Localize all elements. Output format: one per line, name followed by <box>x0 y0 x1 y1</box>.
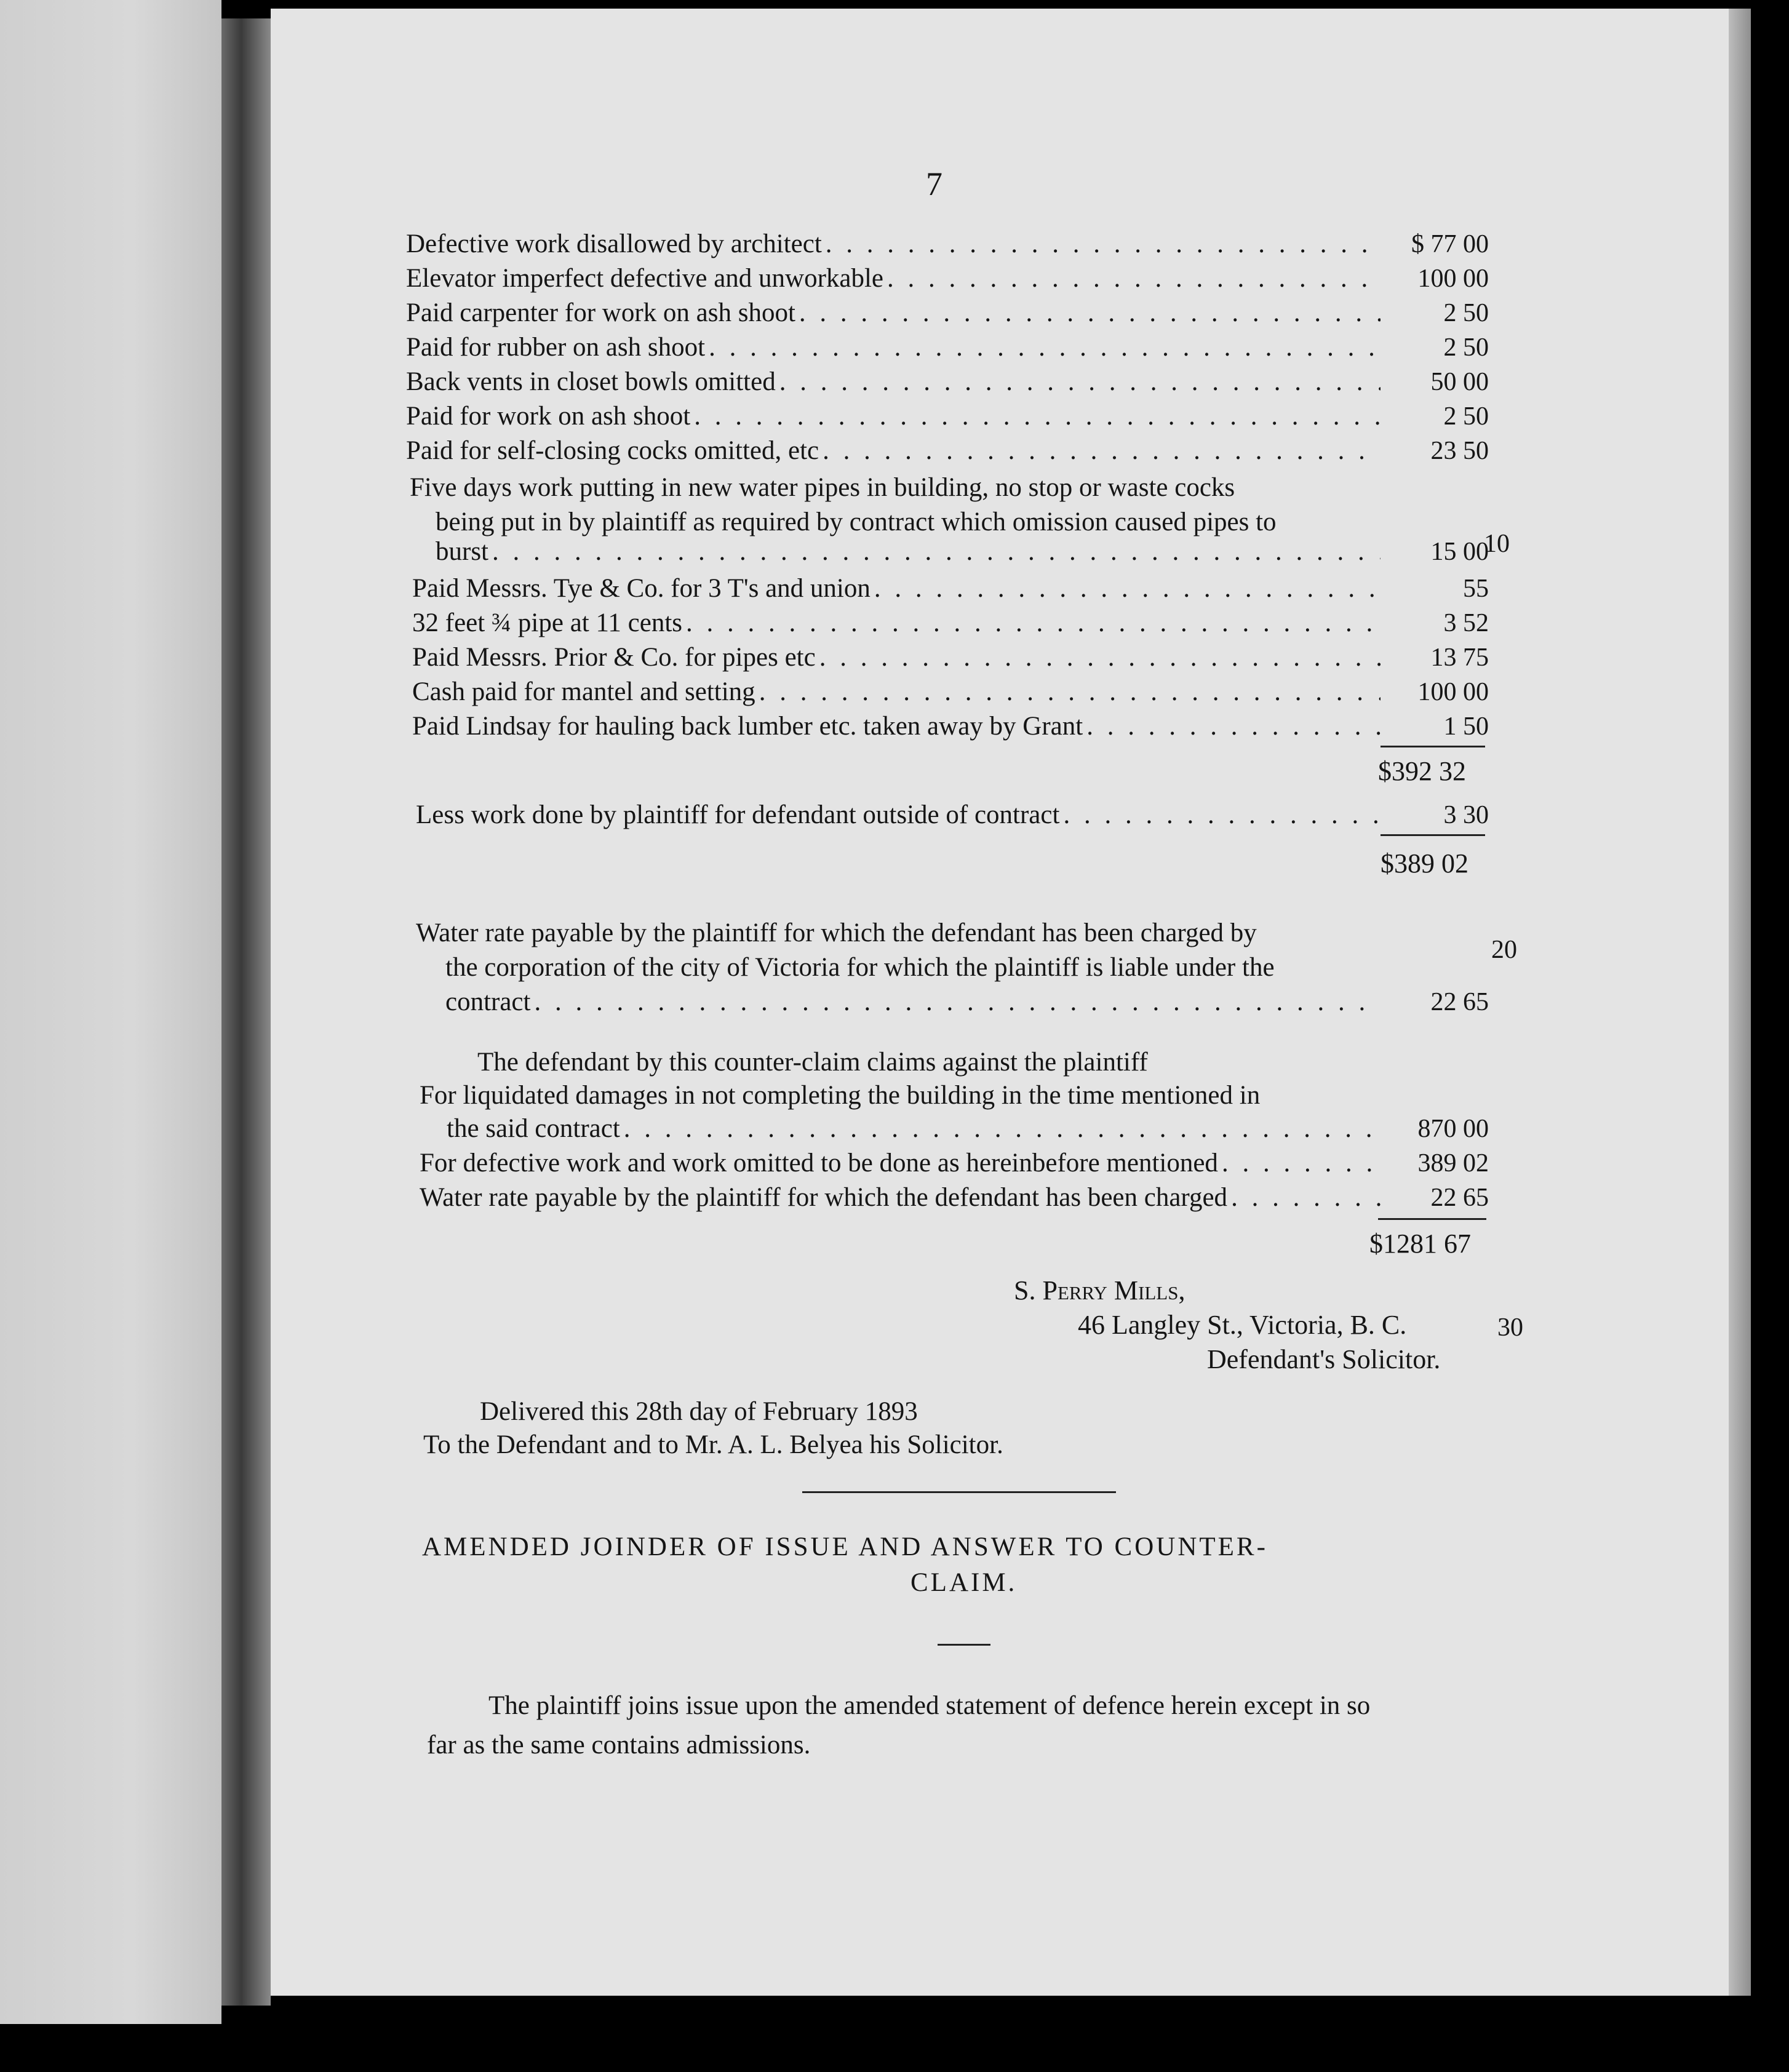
sum-rule <box>1381 746 1485 747</box>
five-days-line1: Five days work putting in new water pipes in building, no stop or waste cocks <box>410 473 1235 502</box>
line-number-20: 20 <box>1491 936 1517 964</box>
claim-intro: The defendant by this counter-claim claims against the plaintiff <box>477 1048 1148 1077</box>
divider <box>802 1491 1116 1493</box>
page-number: 7 <box>926 165 942 202</box>
facing-page <box>0 0 221 2024</box>
line-number-30: 30 <box>1497 1313 1523 1342</box>
section-heading-line2: CLAIM. <box>910 1568 1018 1597</box>
signature-address: 46 Langley St., Victoria, B. C. <box>1078 1310 1407 1340</box>
short-divider <box>938 1644 990 1646</box>
delivered-line1: Delivered this 28th day of February 1893 <box>480 1397 918 1426</box>
page-edge <box>1729 9 1751 1996</box>
list-item: Paid for self-closing cocks omitted, etc . . . 23 50 <box>406 436 1489 470</box>
water-line1: Water rate payable by the plaintiff for which the defendant has been charged by <box>416 918 1257 947</box>
book-gutter <box>221 18 271 2006</box>
sum-rule <box>1381 834 1485 836</box>
claim-liquidated-line1: For liquidated damages in not completing the building in the time mentioned in <box>420 1081 1261 1110</box>
subtotal-1: $392 32 <box>1378 756 1466 786</box>
five-days-line2: being put in by plaintiff as required by contract which omission caused pipes to <box>436 508 1277 536</box>
water-line2: the corporation of the city of Victoria for which the plaintiff is liable under the <box>445 953 1275 982</box>
body-line1: The plaintiff joins issue upon the amended statement of defence herein except in so <box>488 1691 1371 1720</box>
list-item: contract . . . 22 65 <box>445 987 1489 1021</box>
body-line2: far as the same contains admissions. <box>427 1731 811 1759</box>
list-item: Water rate payable by the plaintiff for which the defendant has been charged . . . 22 65 <box>420 1182 1489 1217</box>
list-item: Back vents in closet bowls omitted . . . 50 00 <box>406 367 1489 401</box>
list-item: Paid for work on ash shoot . . . 2 50 <box>406 401 1489 436</box>
list-item: burst . . . 15 00 <box>436 536 1489 571</box>
list-item: 32 feet ¾ pipe at 11 cents . . . 3 52 <box>412 608 1489 642</box>
sum-rule <box>1378 1218 1486 1220</box>
line-number-10: 10 <box>1484 530 1510 558</box>
delivered-line2: To the Defendant and to Mr. A. L. Belyea his Solicitor. <box>423 1430 1003 1459</box>
list-item: For defective work and work omitted to be done as hereinbefore mentioned . . . 389 02 <box>420 1148 1489 1182</box>
list-item: Paid for rubber on ash shoot . . . 2 50 <box>406 332 1489 367</box>
list-item: Paid Lindsay for hauling back lumber etc. taken away by Grant . . . 1 50 <box>412 711 1489 746</box>
subtotal-2: $389 02 <box>1381 848 1468 879</box>
list-item: Less work done by plaintiff for defendant outside of contract . . . 3 30 <box>416 800 1489 834</box>
section-heading-line1: AMENDED JOINDER OF ISSUE AND ANSWER TO COUNTER- <box>422 1532 1268 1561</box>
list-item: Paid Messrs. Tye & Co. for 3 T's and union . . . 55 <box>412 573 1489 608</box>
signature-role: Defendant's Solicitor. <box>1207 1344 1441 1374</box>
list-item: Paid carpenter for work on ash shoot . . . 2 50 <box>406 298 1489 332</box>
signature-name: S. Perry Mills, <box>1014 1275 1185 1305</box>
list-item: Defective work disallowed by architect . . . $ 77 00 <box>406 229 1489 263</box>
list-item: Elevator imperfect defective and unworkable . . . 100 00 <box>406 263 1489 298</box>
list-item: Cash paid for mantel and setting . . . 100 00 <box>412 677 1489 711</box>
list-item: Paid Messrs. Prior & Co. for pipes etc . . . 13 75 <box>412 642 1489 677</box>
grand-total: $1281 67 <box>1369 1229 1471 1259</box>
list-item: the said contract . . . 870 00 <box>447 1114 1489 1148</box>
